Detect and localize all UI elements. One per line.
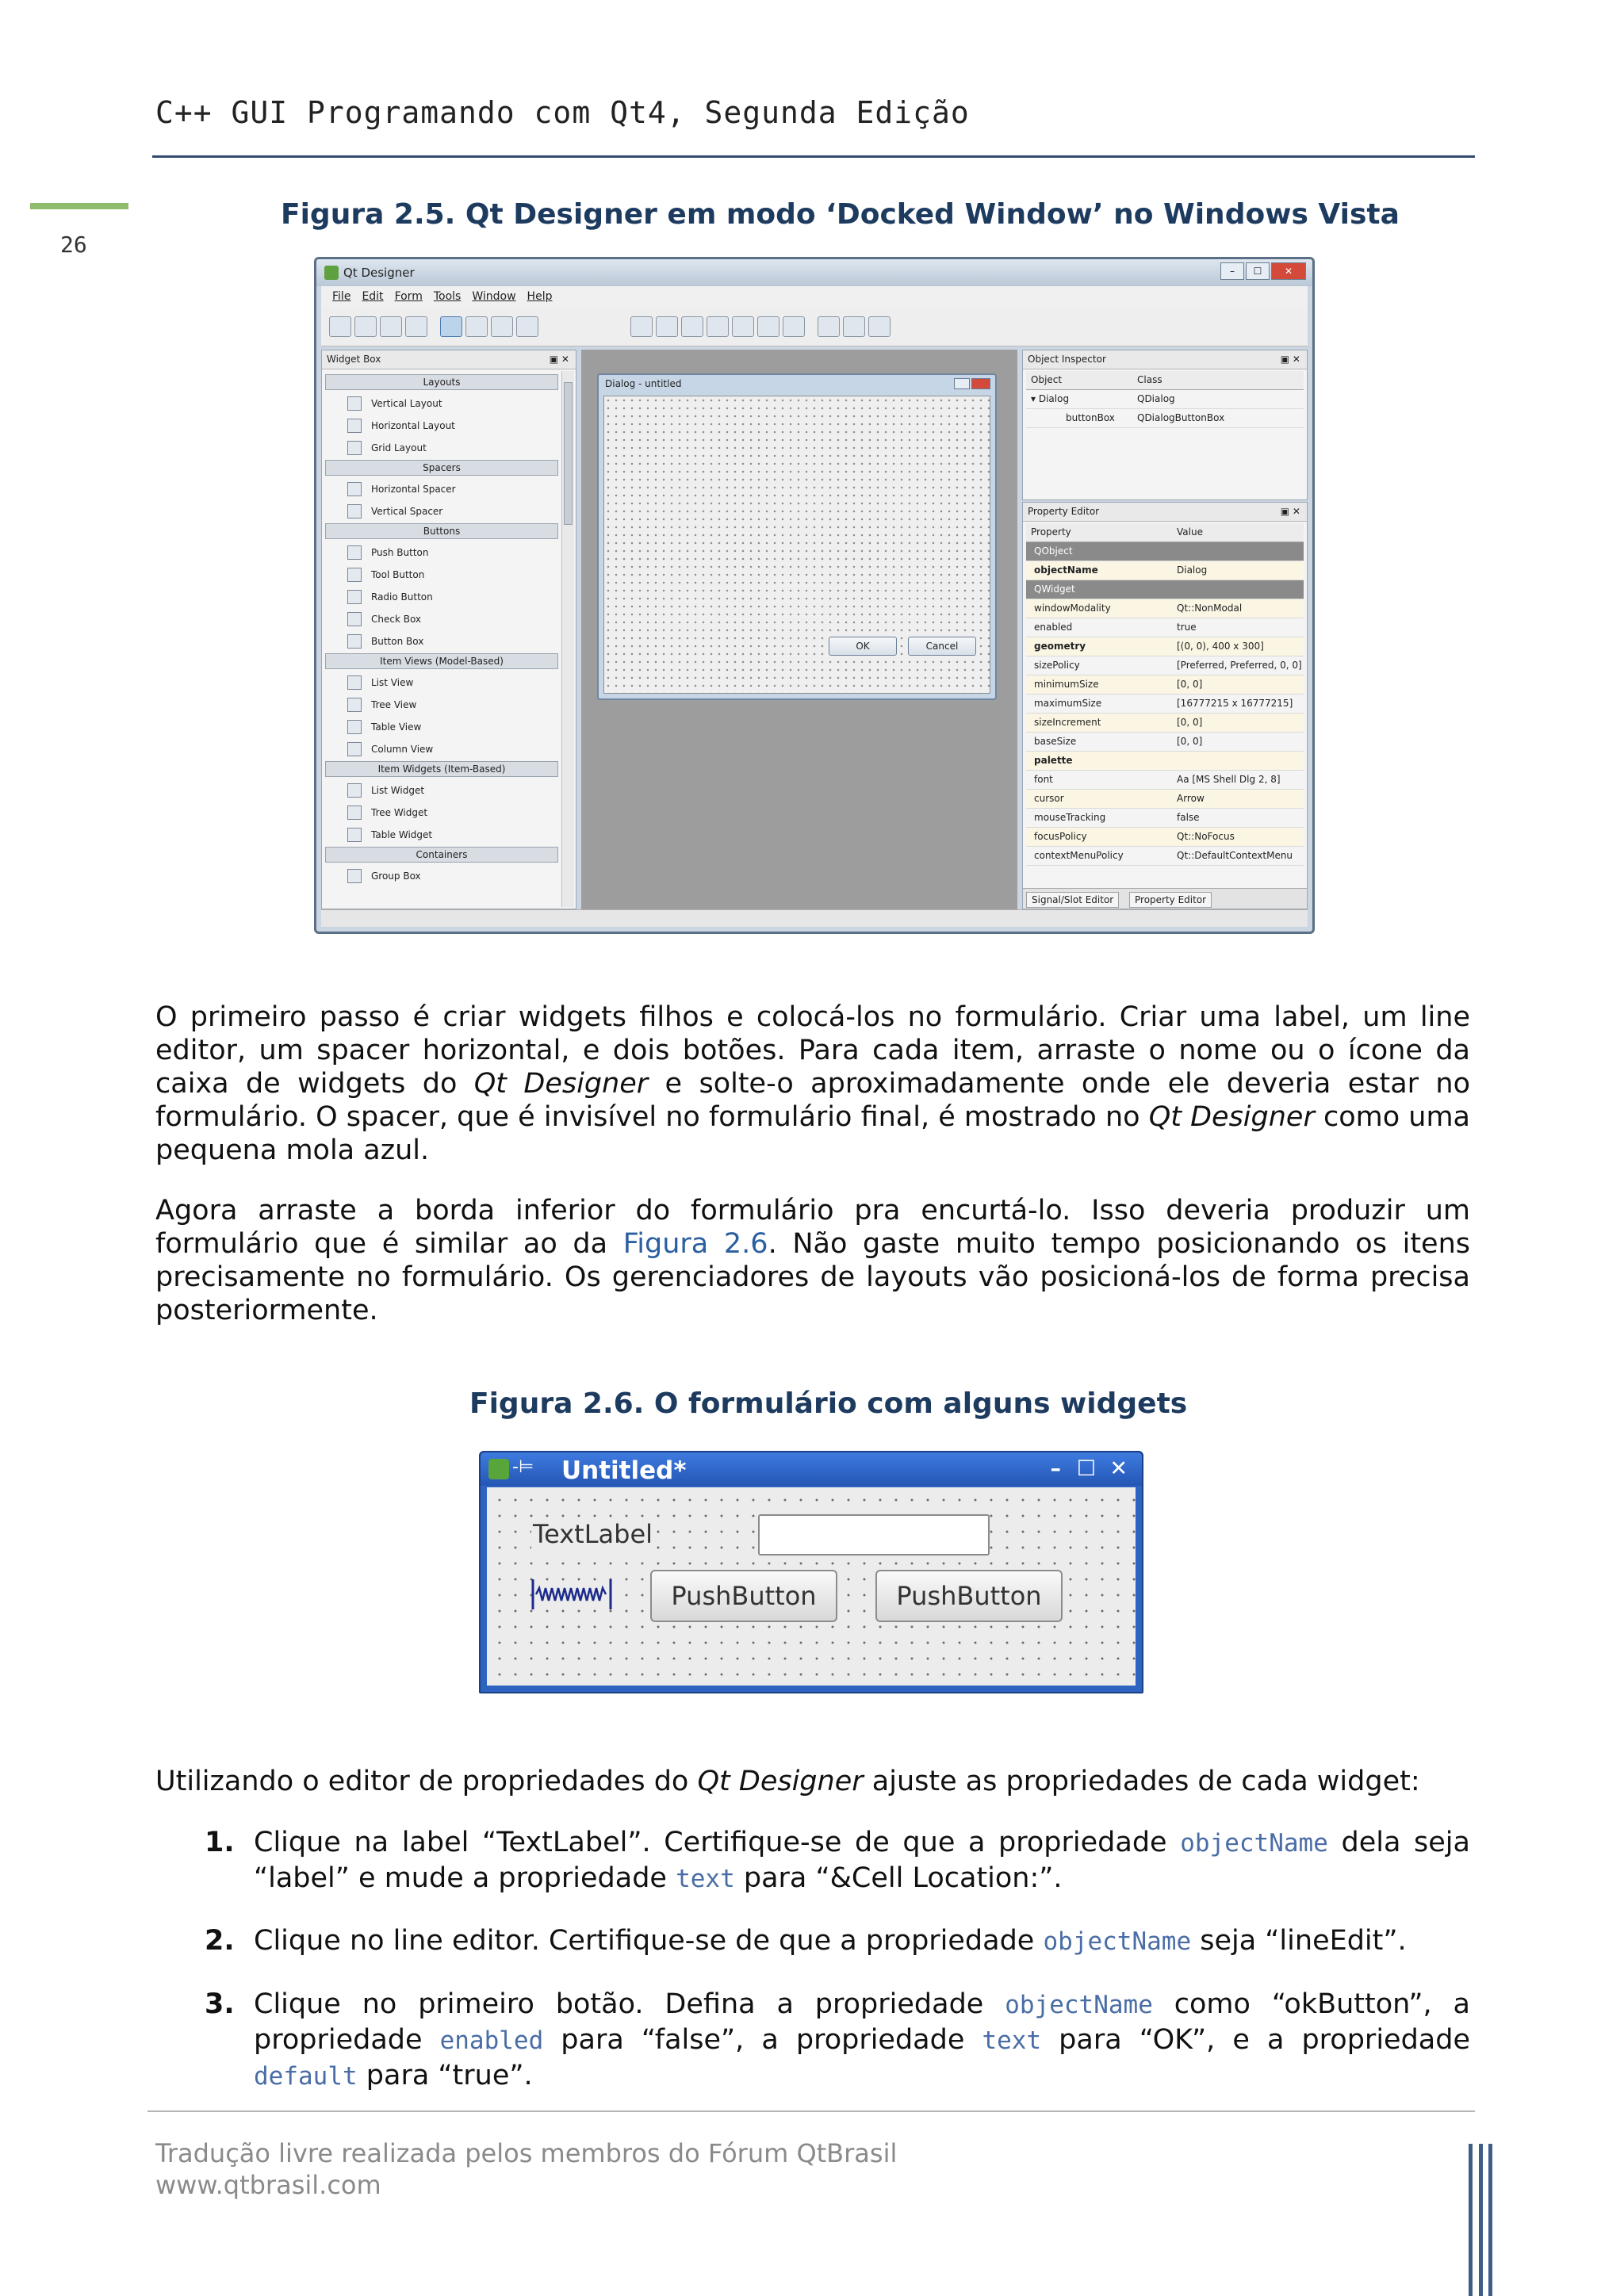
- line-edit: [758, 1514, 990, 1556]
- object-inspector-header: Object Class: [1026, 371, 1304, 390]
- widget-item: [325, 609, 558, 631]
- widget-category: Buttons: [325, 523, 558, 539]
- form-title: Untitled*: [561, 1456, 687, 1485]
- widget-item: [325, 542, 558, 564]
- table-row: minimumSize [0, 0]: [1026, 675, 1304, 695]
- widget-box-scrollbar: [561, 371, 574, 907]
- push-button-2: PushButton: [875, 1570, 1063, 1622]
- list-item: 3. Clique no primeiro botão. Defina a propriedade objectName como “okButton”, a propriedade enabled para “false”, a propriedade text para “OK”, e a propriedade default para “true”.: [205, 1988, 1471, 2091]
- widget-item: [325, 695, 558, 717]
- widget-icon: [347, 783, 362, 798]
- footer-credit: Tradução livre realizada pelos membros do Fórum QtBrasil: [155, 2138, 898, 2168]
- menu-form: Form: [394, 290, 423, 303]
- widget-item: [325, 739, 558, 761]
- copy-icon: [354, 316, 377, 337]
- paragraph-1: O primeiro passo é criar widgets filhos e colocá-los no formulário. Criar uma label, um line editor, um spacer horizontal, e dois botões. Para cada item, arraste o nome ou o ícone da caixa de widgets do Qt Designer e solte-o aproximadamente onde ele deveria estar no formulário. O spacer, que é invisível no formulário final, é mostrado no Qt Designer como uma pequena mola azul.: [155, 1001, 1471, 1166]
- widget-icon: [347, 419, 362, 433]
- widget-item-label: List Widget: [371, 785, 425, 796]
- text-label: TextLabel: [533, 1519, 653, 1549]
- dialog-form: [597, 373, 997, 700]
- widget-icon: [347, 568, 362, 582]
- qt-menubar: [321, 286, 1308, 307]
- save-form-icon: [868, 316, 891, 337]
- table-row: maximumSize [16777215 x 16777215]: [1026, 695, 1304, 714]
- open-form-icon: [843, 316, 865, 337]
- widget-box-title: Widget Box ▣ ✕: [322, 350, 576, 369]
- table-row: focusPolicy Qt::NoFocus: [1026, 828, 1304, 847]
- table-row: enabled true: [1026, 618, 1304, 637]
- footer-divider: [147, 2110, 1475, 2112]
- widget-item-label: Vertical Layout: [371, 398, 442, 409]
- form-titlebar: [481, 1452, 1142, 1486]
- table-row: cursor Arrow: [1026, 790, 1304, 809]
- menu-edit: Edit: [362, 290, 384, 303]
- widget-category: Layouts: [325, 374, 558, 390]
- table-row: geometry [(0, 0), 400 x 300]: [1026, 637, 1304, 656]
- widget-item: [325, 672, 558, 695]
- widget-icon: [347, 720, 362, 734]
- menu-window: Window: [472, 290, 516, 303]
- widget-icon: [347, 612, 362, 626]
- property-editor-title: Property Editor ▣ ✕: [1023, 503, 1307, 522]
- table-row: baseSize [0, 0]: [1026, 733, 1304, 752]
- dialog-cancel-button: Cancel: [908, 637, 976, 656]
- widget-item-label: Tree View: [371, 699, 417, 710]
- widget-item-label: Column View: [371, 744, 434, 755]
- widget-item: [325, 564, 558, 587]
- tab-signal-slot-editor: Signal/Slot Editor: [1026, 892, 1119, 908]
- table-row: ▾ Dialog QDialog: [1026, 390, 1304, 409]
- close-icon: ✕: [1109, 1456, 1128, 1481]
- form-body: [487, 1487, 1136, 1686]
- widget-icon: [347, 698, 362, 712]
- widget-item-label: Grid Layout: [371, 442, 427, 453]
- widget-category: Item Views (Model-Based): [325, 653, 558, 669]
- window-controls: [1219, 262, 1306, 280]
- maximize-icon: ☐: [1246, 262, 1270, 280]
- widget-item-label: Tool Button: [371, 569, 425, 580]
- widget-icon: [347, 869, 362, 883]
- widget-item-label: Check Box: [371, 614, 422, 625]
- table-row: palette: [1026, 752, 1304, 771]
- qt-app-icon: [488, 1459, 509, 1479]
- horizontal-spacer-icon: [531, 1576, 617, 1613]
- widget-item: [325, 780, 558, 802]
- widget-item-label: Button Box: [371, 636, 424, 647]
- qt-designer-titlebar: [316, 259, 1312, 286]
- menu-help: Help: [527, 290, 553, 303]
- paragraph-2: Agora arraste a borda inferior do formulário pra encurtá-lo. Isso deveria produzir um formulário que é similar ao da Figura 2.6. Não gaste muito tempo posicionando os itens precisamente no formulário. Os gerenciadores de layouts vão posicioná-los de forma precisa posteriormente.: [155, 1195, 1470, 1326]
- widget-item: [325, 501, 558, 523]
- widget-category: Item Widgets (Item-Based): [325, 761, 558, 777]
- property-editor-header: Property Value: [1026, 523, 1304, 542]
- form-editor-area: [581, 350, 1017, 909]
- layout-splitter-h-icon: [681, 316, 703, 337]
- figure-2-6-link[interactable]: Figura 2.6: [622, 1228, 768, 1260]
- pin-icon: -⊨: [512, 1457, 534, 1477]
- widget-item-label: Radio Button: [371, 591, 433, 603]
- layout-horizontal-icon: [630, 316, 653, 337]
- widget-item-label: List View: [371, 677, 414, 688]
- widget-category: Containers: [325, 847, 558, 863]
- qt-toolbar: [321, 307, 1308, 346]
- dock-controls-icon: ▣ ✕: [549, 354, 569, 365]
- widget-item: [325, 717, 558, 739]
- widget-item-label: Push Button: [371, 547, 429, 558]
- paragraph-3: Utilizando o editor de propriedades do Qt Designer ajuste as propriedades de cada widget:: [155, 1766, 1420, 1797]
- widget-icon: [347, 590, 362, 604]
- dock-tabs: [1023, 888, 1307, 909]
- widget-icon: [347, 482, 362, 496]
- running-header: C++ GUI Programando com Qt4, Segunda Edição: [155, 95, 970, 130]
- header-divider: [152, 155, 1475, 158]
- qt-app-icon: [324, 266, 339, 280]
- widget-icon: [347, 396, 362, 411]
- table-row: sizeIncrement [0, 0]: [1026, 714, 1304, 733]
- object-inspector-title: Object Inspector ▣ ✕: [1023, 350, 1307, 369]
- layout-grid-icon: [732, 316, 754, 337]
- close-icon: ✕: [1271, 262, 1306, 280]
- widget-item-label: Horizontal Spacer: [371, 484, 456, 495]
- widget-category: Spacers: [325, 460, 558, 476]
- page-number-accent: [30, 203, 128, 209]
- list-item: 2. Clique no line editor. Certifique-se de que a propriedade objectName seja “lineEdit”.: [205, 1925, 1407, 1957]
- widget-item-label: Group Box: [371, 871, 421, 882]
- new-form-icon: [818, 316, 840, 337]
- table-row: font Aa [MS Shell Dlg 2, 8]: [1026, 771, 1304, 790]
- table-row: QObject: [1026, 542, 1304, 561]
- qt-designer-title: Qt Designer: [343, 266, 415, 280]
- widget-item: [325, 438, 558, 460]
- adjust-size-icon: [783, 316, 805, 337]
- menu-tools: Tools: [433, 290, 462, 303]
- edit-widgets-icon: [440, 316, 462, 337]
- layout-splitter-v-icon: [707, 316, 729, 337]
- qt-designer-screenshot: [314, 257, 1315, 934]
- widget-icon: [347, 545, 362, 560]
- table-row: QWidget: [1026, 580, 1304, 599]
- widget-icon: [347, 504, 362, 519]
- object-inspector-panel: [1022, 350, 1308, 500]
- widget-icon: [347, 742, 362, 756]
- qt-statusbar: [321, 909, 1308, 927]
- dialog-ok-button: OK: [829, 637, 897, 656]
- widget-item: [325, 825, 558, 847]
- list-item: 1. Clique na label “TextLabel”. Certifique-se de que a propriedade objectName dela seja “label” e mude a propriedade text para “&Cell Location:”.: [205, 1827, 1470, 1894]
- edit-signals-icon: [465, 316, 488, 337]
- push-button-1: PushButton: [650, 1570, 837, 1622]
- widget-item: [325, 631, 558, 653]
- widget-icon: [347, 634, 362, 649]
- widget-item: [325, 479, 558, 501]
- table-row: mouseTracking false: [1026, 809, 1304, 828]
- layout-vertical-icon: [656, 316, 678, 337]
- widget-item-label: Table View: [371, 721, 422, 733]
- widget-item-label: Tree Widget: [371, 807, 428, 818]
- widget-box-panel: [321, 350, 576, 909]
- table-row: contextMenuPolicy Qt::DefaultContextMenu: [1026, 847, 1304, 866]
- widget-icon: [347, 806, 362, 820]
- table-row: windowModality Qt::NonModal: [1026, 599, 1304, 618]
- property-editor-table: [1026, 523, 1304, 866]
- property-editor-panel: [1022, 502, 1308, 909]
- footer-decoration: [1469, 2144, 1492, 2296]
- widget-item: [325, 415, 558, 438]
- page-number: 26: [60, 232, 87, 258]
- widget-item: [325, 587, 558, 609]
- widget-item: [325, 802, 558, 825]
- maximize-icon: ☐: [1076, 1456, 1096, 1481]
- widget-icon: [347, 441, 362, 455]
- widget-icon: [347, 828, 362, 842]
- edit-tab-order-icon: [516, 316, 538, 337]
- footer-url[interactable]: www.qtbrasil.com: [155, 2170, 381, 2200]
- dialog-window-controls: [952, 378, 990, 389]
- table-row: objectName Dialog: [1026, 561, 1304, 580]
- widget-item: [325, 866, 558, 888]
- object-inspector-table: [1026, 371, 1304, 428]
- footer: [155, 2137, 897, 2201]
- figure-2-6-caption: Figura 2.6. O formulário com alguns widgets: [469, 1387, 1188, 1420]
- widget-item-label: Horizontal Layout: [371, 420, 455, 431]
- minimize-icon: –: [1220, 262, 1244, 280]
- menu-file: File: [332, 290, 351, 303]
- untitled-form-screenshot: [479, 1451, 1143, 1693]
- cut-icon: [329, 316, 351, 337]
- table-row: sizePolicy [Preferred, Preferred, 0, 0]: [1026, 656, 1304, 675]
- widget-item-label: Table Widget: [371, 829, 433, 840]
- break-layout-icon: [757, 316, 779, 337]
- table-row: buttonBox QDialogButtonBox: [1026, 409, 1304, 428]
- edit-buddies-icon: [491, 316, 513, 337]
- dialog-title: Dialog - untitled: [605, 378, 682, 389]
- widget-icon: [347, 675, 362, 690]
- widget-item: [325, 393, 558, 415]
- undo-icon: [405, 316, 427, 337]
- tab-property-editor: Property Editor: [1129, 892, 1212, 908]
- figure-2-5-caption: Figura 2.5. Qt Designer em modo ‘Docked Window’ no Windows Vista: [281, 198, 1400, 231]
- widget-item-label: Vertical Spacer: [371, 506, 443, 517]
- minimize-icon: –: [1050, 1456, 1061, 1481]
- paste-icon: [380, 316, 402, 337]
